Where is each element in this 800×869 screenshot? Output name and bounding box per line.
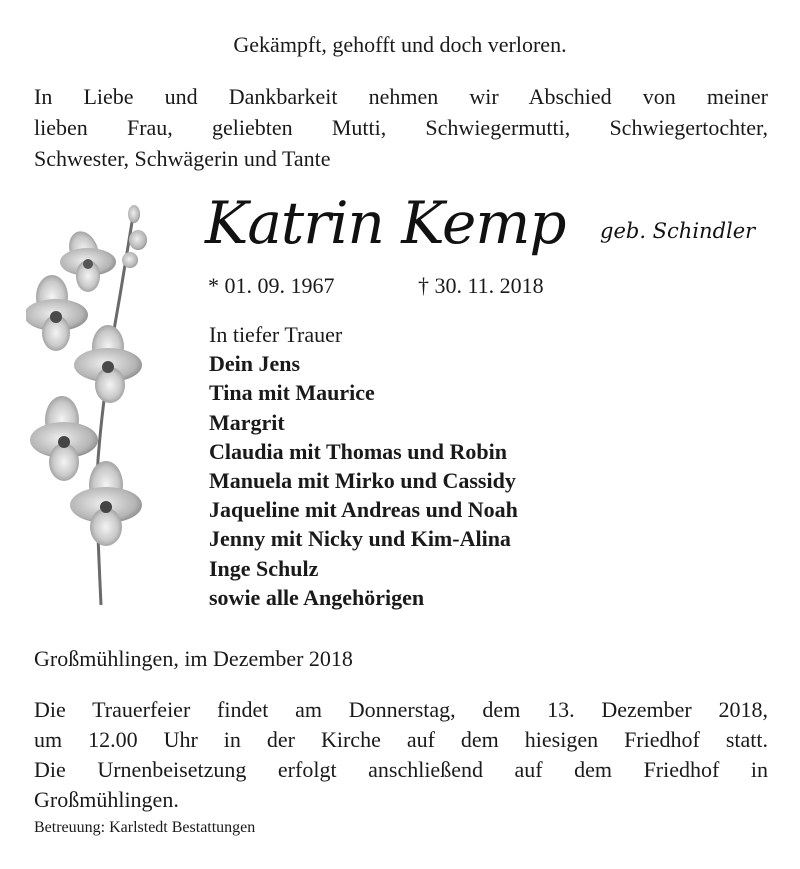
funeral-home: Betreuung: Karlstedt Bestattungen xyxy=(34,819,256,836)
orchid-flower-icon xyxy=(26,200,166,610)
mourner-name: Inge Schulz xyxy=(209,555,319,581)
service-info xyxy=(34,695,768,815)
service-line: Großmühlingen. xyxy=(34,787,179,812)
mourner-name: Dein Jens xyxy=(209,351,301,377)
mourner-name: Jenny mit Nicky und Kim-Alina xyxy=(209,526,511,552)
mourner-name: sowie alle Angehörigen xyxy=(209,584,425,610)
service-line: Die Urnenbeisetzung erfolgt anschließend auf dem Friedhof in xyxy=(34,757,768,782)
intro-line: Schwester, Schwägerin und Tante xyxy=(34,146,331,171)
birth-date: * 01. 09. 1967 xyxy=(208,273,335,298)
motto: Gekämpft, gehofft und doch verloren. xyxy=(233,32,567,57)
mourner-name: Tina mit Maurice xyxy=(209,380,375,406)
mourner-name: Manuela mit Mirko und Cassidy xyxy=(209,468,516,494)
intro-text xyxy=(34,81,768,174)
mourner-name: Margrit xyxy=(209,409,285,435)
service-line: Die Trauerfeier findet am Donnerstag, dem 13. Dezember 2018, xyxy=(34,697,768,722)
death-date: † 30. 11. 2018 xyxy=(418,273,544,298)
place-date: Großmühlingen, im Dezember 2018 xyxy=(34,646,353,671)
deceased-name: Katrin Kemp xyxy=(205,189,566,257)
mourners-list xyxy=(209,320,518,612)
intro-line: In Liebe und Dankbarkeit nehmen wir Abschied von meiner xyxy=(34,84,768,109)
maiden-name: geb. Schindler xyxy=(600,219,756,243)
intro-line: lieben Frau, geliebten Mutti, Schwiegermutti, Schwiegertochter, xyxy=(34,115,768,140)
service-line: um 12.00 Uhr in der Kirche auf dem hiesigen Friedhof statt. xyxy=(34,727,768,752)
mourner-name: Jaqueline mit Andreas und Noah xyxy=(209,497,518,523)
mourner-name: Claudia mit Thomas und Robin xyxy=(209,438,507,464)
mourners-header: In tiefer Trauer xyxy=(209,322,343,347)
